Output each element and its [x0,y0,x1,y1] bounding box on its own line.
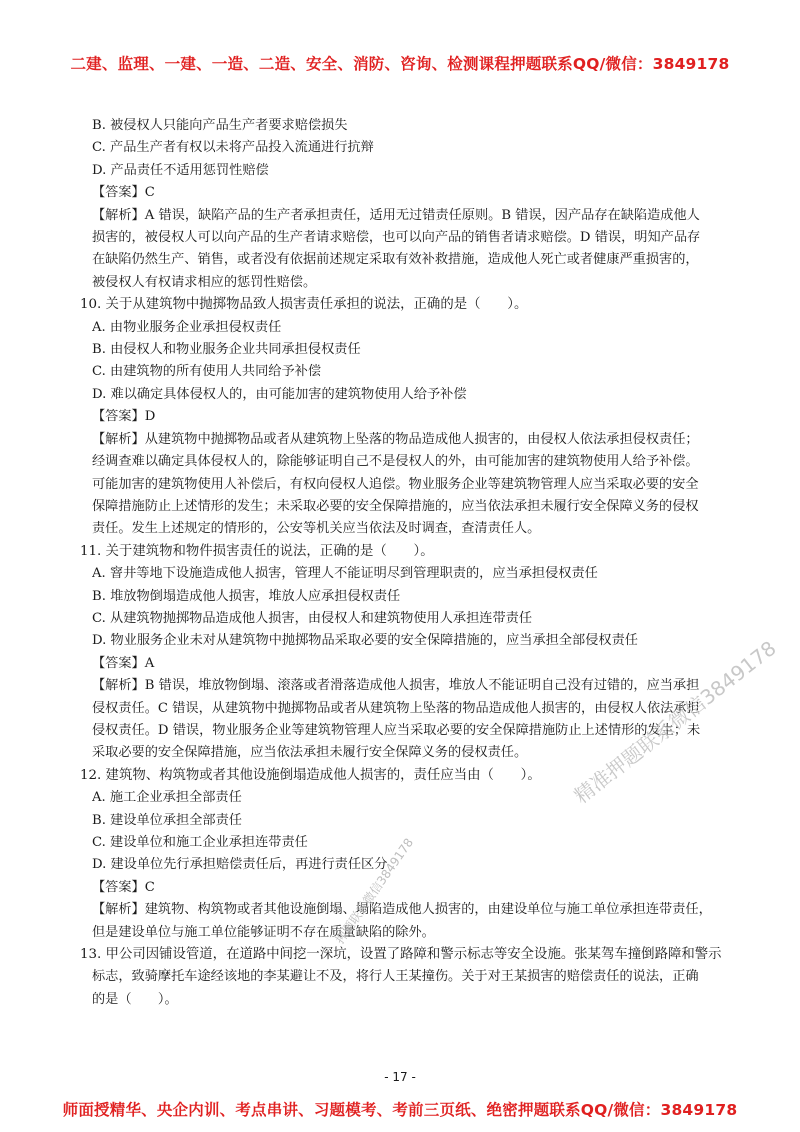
option-line: B. 由侵权人和物业服务企业共同承担侵权责任 [92,342,361,358]
option-line: C. 建设单位和施工企业承担连带责任 [92,835,308,850]
option-line: C. 由建筑物的所有使用人共同给予补偿 [92,364,322,380]
answer-line: 【答案】C [92,879,155,895]
answer-line: 【答案】C [92,185,155,201]
option-line: B. 建设单位承担全部责任 [92,812,242,828]
answer-line: 【答案】D [92,409,156,425]
header-banner: 二建、监理、一建、一造、二造、安全、消防、咨询、检测课程押题联系QQ/微信：3849178 [70,55,730,73]
explanation-line: 侵权责任。D 错误，物业服务企业等建筑物管理人应当采取必要的安全保障措施防止上述情形的发生；未 [92,722,701,738]
question-12: 12. 建筑物、构筑物或者其他设施倒塌造成他人损害的，责任应当由（ ）。 [80,767,541,783]
question-text-line: 标志，致骑摩托车途经该地的李某避让不及，将行人王某撞伤。关于对王某损害的赔偿责任的说法，正确 [92,969,699,985]
answer-line: 【答案】A [92,655,155,671]
explanation-line: 责任。发生上述规定的情形的，公安等机关应当依法及时调查，查清责任人。 [92,521,541,537]
explanation-line: 【解析】从建筑物中抛掷物品或者从建筑物上坠落的物品造成他人损害的，由侵权人依法承担侵权责任； [92,431,699,447]
text-line: D. 产品责任不适用惩罚性赔偿 [92,162,269,178]
option-line: A. 窨井等地下设施造成他人损害，管理人不能证明尽到管理职责的，应当承担侵权责任 [92,566,598,582]
explanation-line: 保障措施防止上述情形的发生；未采取必要的安全保障措施的，应当依法承担未履行安全保障义务的侵权 [92,498,699,514]
explanation-line: 采取必要的安全保障措施，应当依法承担未履行安全保障义务的侵权责任。 [92,745,528,761]
explanation-line: 在缺陷仍然生产、销售，或者没有依据前述规定采取有效补救措施，造成他人死亡或者健康严重损害的， [92,252,699,268]
option-line: A. 施工企业承担全部责任 [92,790,242,806]
explanation-line: 【解析】B 错误，堆放物倒塌、滚落或者滑落造成他人损害，堆放人不能证明自己没有过错的，应当承担 [92,678,700,694]
option-line: D. 物业服务企业未对从建筑物中抛掷物品采取必要的安全保障措施的，应当承担全部侵权责任 [92,633,638,649]
watermark: 精准押题联系微信3849178 [569,635,781,809]
page-number: - 17 - [384,1070,416,1084]
question-10: 10. 关于从建筑物中抛掷物品致人损害责任承担的说法，正确的是（ ）。 [80,297,528,313]
footer-banner: 师面授精华、央企内训、考点串讲、习题模考、考前三页纸、绝密押题联系QQ/微信：3849178 [62,1101,738,1119]
question-13: 13. 甲公司因铺设管道，在道路中间挖一深坑，设置了路障和警示标志等安全设施。张某驾车撞倒路障和警示 [80,947,722,963]
explanation-line: 可能加害的建筑物使用人补偿后，有权向侵权人追偿。物业服务企业等建筑物管理人应当采取必要的安全 [92,476,699,492]
explanation-line: 但是建设单位与施工单位能够证明不存在质量缺陷的除外。 [92,924,435,940]
option-line: B. 堆放物倒塌造成他人损害，堆放人应承担侵权责任 [92,588,401,604]
option-line: D. 建设单位先行承担赔偿责任后，再进行责任区分 [92,857,388,873]
watermark: 押题联系微信3849178 [332,835,417,947]
option-line: C. 从建筑物抛掷物品造成他人损害，由侵权人和建筑物使用人承担连带责任 [92,610,533,626]
explanation-line: 损害的，被侵权人可以向产品的生产者请求赔偿，也可以向产品的销售者请求赔偿。D 错误，明知产品存 [92,230,701,246]
explanation-line: 侵权责任。C 错误，从建筑物中抛掷物品或者从建筑物上坠落的物品造成他人损害的，由侵权人依法承担 [92,700,700,716]
option-line: D. 难以确定具体侵权人的，由可能加害的建筑物使用人给予补偿 [92,386,467,402]
explanation-line: 【解析】A 错误，缺陷产品的生产者承担责任，适用无过错责任原则。B 错误，因产品存在缺陷造成他人 [92,207,700,223]
page-content [80,115,772,1011]
explanation-line: 被侵权人有权请求相应的惩罚性赔偿。 [92,274,317,290]
option-line: A. 由物业服务企业承担侵权责任 [92,319,282,335]
text-line: C. 产品生产者有权以未将产品投入流通进行抗辩 [92,140,374,156]
question-11: 11. 关于建筑物和物件损害责任的说法，正确的是（ ）。 [80,543,434,559]
question-text-line: 的是（ ）。 [92,991,178,1007]
explanation-line: 【解析】建筑物、构筑物或者其他设施倒塌、塌陷造成他人损害的，由建设单位与施工单位承担连带责任， [92,902,712,918]
text-line: B. 被侵权人只能向产品生产者要求赔偿损失 [92,118,348,133]
explanation-line: 经调查难以确定具体侵权人的，除能够证明自己不是侵权人的外，由可能加害的建筑物使用人给予补偿。 [92,454,699,470]
